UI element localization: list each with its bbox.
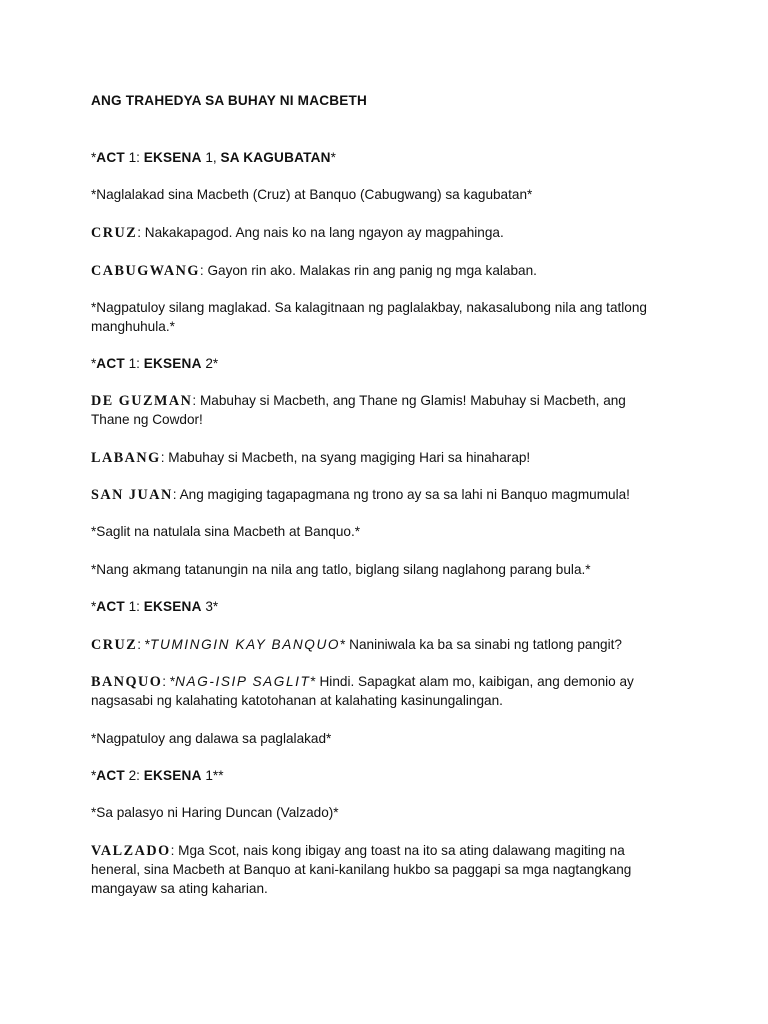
dialogue-text: : Nakakapagod. Ang nais ko na lang ngayon ay magpahinga. <box>137 225 504 240</box>
act-label: ACT <box>96 150 125 165</box>
act-number: 2: <box>124 768 144 783</box>
stage-direction: *Nang akmang tatanungin na nila ang tatlo, biglang silang naglahong parang bula.* <box>91 562 591 577</box>
eksena-label: EKSENA <box>143 768 202 783</box>
speaker-name: LABANG <box>91 450 161 466</box>
scene-close-mark: * <box>330 150 336 165</box>
stage-direction: *Nagpatuloy silang maglakad. Sa kalagitnaan ng paglalakbay, nakasalubong nila ang tatlong <box>91 300 647 315</box>
scene-place: SA KAGUBATAN <box>220 150 331 165</box>
dialogue-text: : Mabuhay si Macbeth, na syang magiging Hari sa hinaharap! <box>160 450 531 465</box>
dialogue-text-continued: heneral, sina Macbeth at Banquo at kani-kanilang hukbo sa paggapi sa mga nagtangkang <box>91 862 632 877</box>
dialogue-text: : Mga Scot, nais kong ibigay ang toast na ito sa ating dalawang magiting na <box>170 843 625 858</box>
dialogue-text: : Gayon rin ako. Malakas rin ang panig ng mga kalaban. <box>199 263 537 278</box>
speaker-name: DE GUZMAN <box>91 393 193 409</box>
speaker-name: CRUZ <box>91 225 138 241</box>
stage-direction: *Sa palasyo ni Haring Duncan (Valzado)* <box>91 805 339 820</box>
speaker-name: SAN JUAN <box>91 487 173 503</box>
act-label: ACT <box>96 768 125 783</box>
direction-open: : * <box>162 674 176 689</box>
eksena-number: 1** <box>201 768 224 783</box>
speaker-name: CABUGWANG <box>91 263 200 279</box>
speaker-name: VALZADO <box>91 843 171 859</box>
dialogue-line <box>91 672 634 692</box>
eksena-label: EKSENA <box>143 599 202 614</box>
stage-direction: *Saglit na natulala sina Macbeth at Banquo.* <box>91 524 361 539</box>
stage-direction-continued: manghuhula.* <box>91 319 175 334</box>
eksena-number: 1, <box>201 150 221 165</box>
scene-open-mark: * <box>91 599 97 614</box>
scene-heading <box>91 766 224 785</box>
eksena-label: EKSENA <box>143 356 202 371</box>
dialogue-line <box>91 448 530 468</box>
dialogue-text: * Naniniwala ka ba sa sinabi ng tatlong pangit? <box>340 637 622 652</box>
scene-open-mark: * <box>91 768 97 783</box>
acting-direction: TUMINGIN KAY BANQUO <box>150 637 341 652</box>
dialogue-line <box>91 261 537 281</box>
dialogue-text: : Mabuhay si Macbeth, ang Thane ng Glamis! Mabuhay si Macbeth, ang <box>192 393 626 408</box>
dialogue-text: : Ang magiging tagapagmana ng trono ay sa sa lahi ni Banquo magmumula! <box>172 487 630 502</box>
eksena-number: 2* <box>201 356 219 371</box>
scene-heading <box>91 354 218 373</box>
stage-direction: *Naglalakad sina Macbeth (Cruz) at Banquo (Cabugwang) sa kagubatan* <box>91 187 533 202</box>
acting-direction: NAG-ISIP SAGLIT <box>175 674 311 689</box>
scene-heading <box>91 148 336 167</box>
dialogue-text-continued: mangayaw sa ating kaharian. <box>91 881 268 896</box>
act-label: ACT <box>96 356 125 371</box>
document-title: ANG TRAHEDYA SA BUHAY NI MACBETH <box>91 93 368 108</box>
dialogue-text-continued: Thane ng Cowdor! <box>91 412 203 427</box>
dialogue-line <box>91 223 504 243</box>
direction-open: : * <box>137 637 151 652</box>
speaker-name: BANQUO <box>91 674 163 690</box>
dialogue-text: * Hindi. Sapagkat alam mo, kaibigan, ang demonio ay <box>310 674 634 689</box>
dialogue-line <box>91 391 626 411</box>
speaker-name: CRUZ <box>91 637 138 653</box>
act-label: ACT <box>96 599 125 614</box>
dialogue-line <box>91 635 622 655</box>
scene-open-mark: * <box>91 150 97 165</box>
dialogue-line <box>91 841 625 861</box>
dialogue-line <box>91 485 630 505</box>
dialogue-text-continued: nagsasabi ng kalahating katotohanan at kalahating kasinungalingan. <box>91 693 503 708</box>
eksena-label: EKSENA <box>143 150 202 165</box>
scene-open-mark: * <box>91 356 97 371</box>
act-number: 1: <box>124 150 144 165</box>
stage-direction: *Nagpatuloy ang dalawa sa paglalakad* <box>91 731 332 746</box>
scene-heading <box>91 597 218 616</box>
act-number: 1: <box>124 599 144 614</box>
eksena-number: 3* <box>201 599 219 614</box>
act-number: 1: <box>124 356 144 371</box>
